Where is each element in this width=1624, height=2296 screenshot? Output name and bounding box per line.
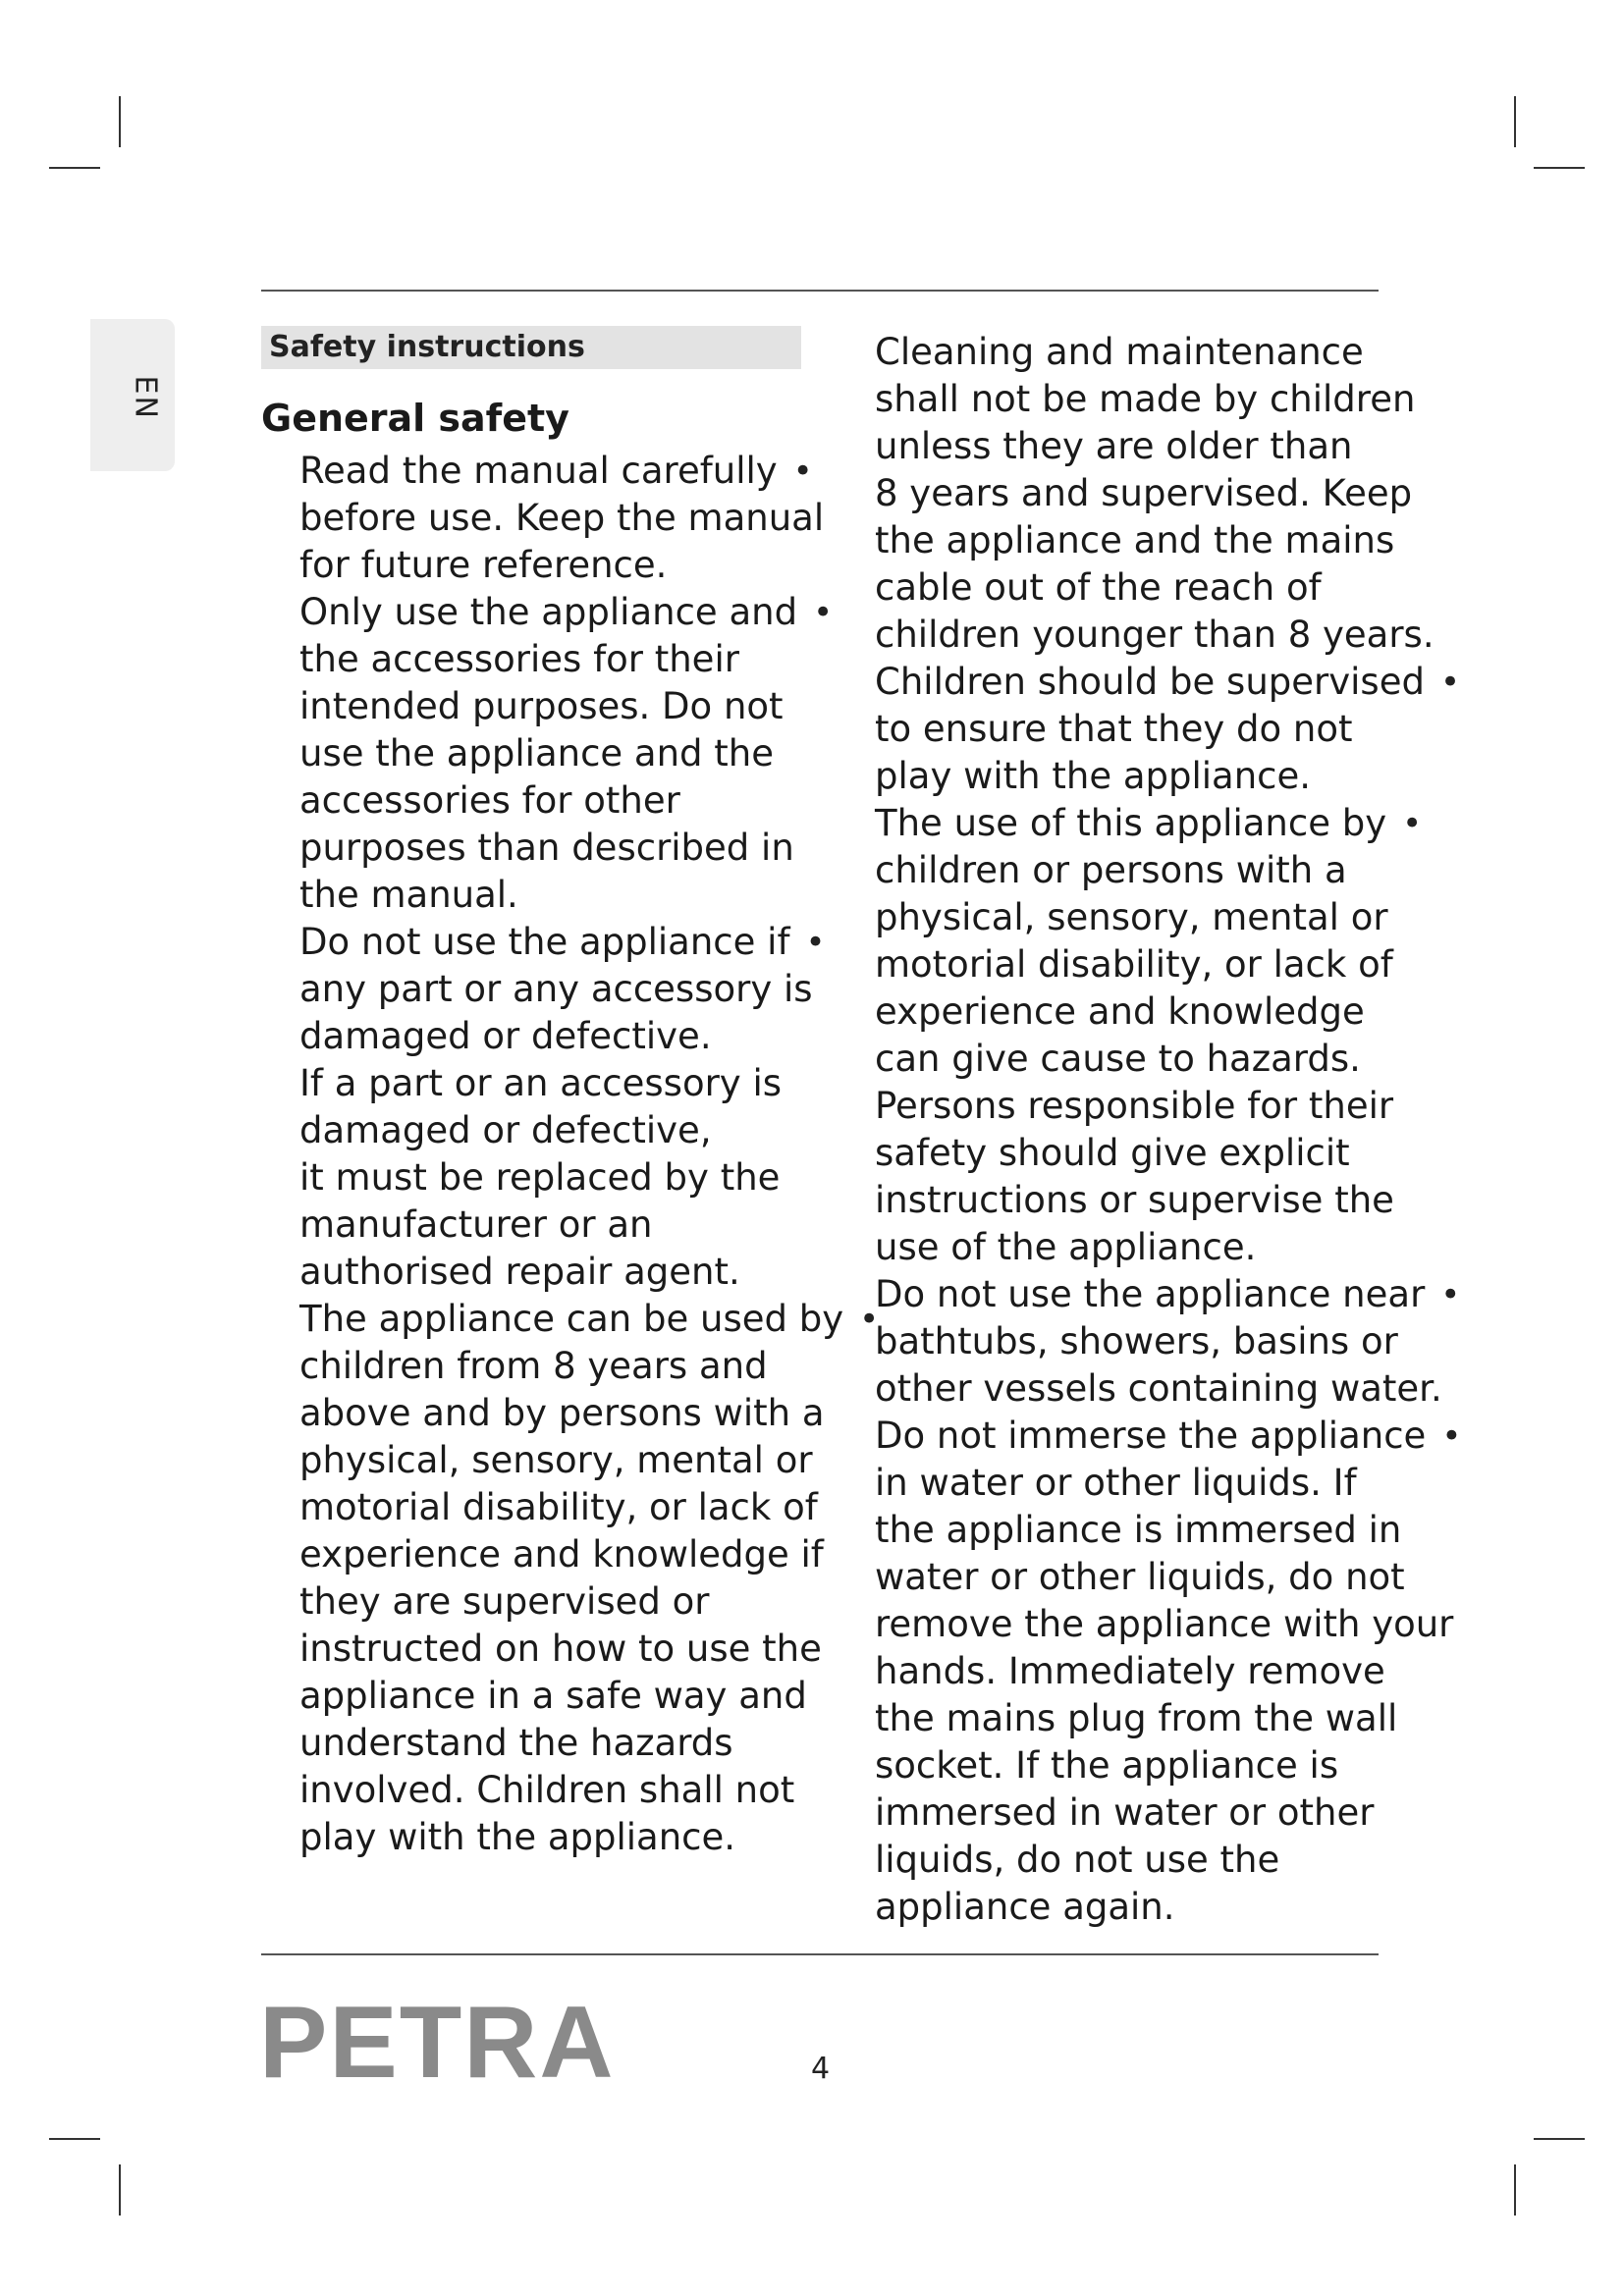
left-column [299, 448, 880, 1861]
text-line: damaged or defective. [299, 1015, 712, 1057]
text-line: physical, sensory, mental or [875, 896, 1388, 938]
text-line: instructions or supervise the [875, 1179, 1394, 1221]
text-line: children or persons with a [875, 849, 1347, 891]
crop-mark-bottom-right-v [1514, 2164, 1516, 2216]
text-line: 8 years and supervised. Keep [875, 472, 1413, 514]
crop-mark-bottom-right-h [1534, 2138, 1585, 2140]
text-line: appliance again. [875, 1886, 1175, 1928]
text-line: The use of this appliance by [875, 802, 1387, 844]
text-line: children younger than 8 years. [875, 614, 1435, 656]
text-line: Cleaning and maintenance [875, 331, 1364, 373]
petra-logo-graphic [259, 1999, 672, 2087]
page-number: 4 [811, 2052, 831, 2086]
text-line: If a part or an accessory is [299, 1062, 783, 1104]
crop-mark-top-left-v [119, 96, 121, 147]
bullet-icon: • [1441, 1416, 1462, 1456]
text-line: use the appliance and the [299, 732, 775, 774]
text-line: to ensure that they do not [875, 708, 1353, 750]
text-line: they are supervised or [299, 1580, 710, 1623]
crop-mark-top-right-v [1514, 96, 1516, 147]
text-line: shall not be made by children [875, 378, 1416, 420]
text-line: Do not use the appliance if [299, 921, 790, 963]
list-item [875, 1413, 1462, 1931]
text-line: experience and knowledge if [299, 1533, 824, 1575]
text-line: it must be replaced by the [299, 1156, 781, 1199]
text-line: Children should be supervised [875, 661, 1425, 703]
top-rule [261, 290, 1379, 292]
bullet-icon: • [805, 923, 826, 962]
text-line: experience and knowledge [875, 990, 1365, 1033]
text-line: for future reference. [299, 544, 668, 586]
section-header: Safety instructions [261, 326, 801, 369]
text-line: play with the appliance. [299, 1816, 736, 1858]
text-line: children from 8 years and [299, 1345, 768, 1387]
list-item [875, 659, 1461, 800]
logo-text: PETRA [259, 1999, 616, 2087]
bullet-icon: • [792, 452, 813, 491]
petra-logo [259, 1999, 672, 2091]
list-item [299, 1296, 880, 1861]
text-line: appliance in a safe way and [299, 1675, 807, 1717]
text-line: liquids, do not use the [875, 1839, 1280, 1881]
bullet-icon: • [813, 593, 834, 632]
text-line: the accessories for their [299, 638, 739, 680]
text-line: the manual. [299, 874, 518, 916]
text-line: Persons responsible for their [875, 1085, 1394, 1127]
text-line: cable out of the reach of [875, 566, 1322, 609]
text-line: above and by persons with a [299, 1392, 825, 1434]
text-line: bathtubs, showers, basins or [875, 1320, 1398, 1362]
crop-mark-top-right-h [1534, 167, 1585, 169]
language-tab-label: EN [128, 375, 163, 420]
text-line: intended purposes. Do not [299, 685, 784, 727]
text-line: remove the appliance with your [875, 1603, 1454, 1645]
list-item [875, 329, 1454, 659]
text-line: safety should give explicit [875, 1132, 1350, 1174]
crop-mark-bottom-left-h [49, 2138, 100, 2140]
text-line: instructed on how to use the [299, 1628, 822, 1670]
text-line: purposes than described in [299, 827, 794, 869]
text-line: socket. If the appliance is [875, 1744, 1339, 1787]
text-line: water or other liquids, do not [875, 1556, 1405, 1598]
text-line: unless they are older than [875, 425, 1353, 467]
page-subheading: General safety [261, 397, 569, 440]
text-line: manufacturer or an [299, 1203, 653, 1246]
text-line: damaged or defective, [299, 1109, 712, 1151]
text-line: Do not use the appliance near [875, 1273, 1426, 1315]
text-line: involved. Children shall not [299, 1769, 795, 1811]
list-item [299, 448, 825, 589]
text-line: can give cause to hazards. [875, 1038, 1361, 1080]
text-line: the appliance is immersed in [875, 1509, 1402, 1551]
bullet-icon: • [859, 1300, 880, 1339]
text-line: Read the manual carefully [299, 450, 778, 492]
text-line: hands. Immediately remove [875, 1650, 1385, 1692]
crop-mark-bottom-left-v [119, 2164, 121, 2216]
text-line: the mains plug from the wall [875, 1697, 1398, 1739]
text-line: any part or any accessory is [299, 968, 813, 1010]
text-line: play with the appliance. [875, 755, 1312, 797]
text-line: before use. Keep the manual [299, 497, 825, 539]
list-item [299, 919, 826, 1296]
text-line: authorised repair agent. [299, 1251, 740, 1293]
text-line: Only use the appliance and [299, 591, 798, 633]
bullet-icon: • [1440, 1275, 1461, 1314]
bottom-rule [261, 1953, 1379, 1955]
list-item [299, 589, 834, 919]
crop-mark-top-left-h [49, 167, 100, 169]
text-line: immersed in water or other [875, 1791, 1375, 1834]
text-line: physical, sensory, mental or [299, 1439, 813, 1481]
right-column [875, 329, 1462, 1931]
text-line: The appliance can be used by [299, 1298, 844, 1340]
bullet-icon: • [1439, 663, 1461, 702]
text-line: the appliance and the mains [875, 519, 1395, 561]
text-line: motorial disability, or lack of [875, 943, 1393, 986]
text-line: accessories for other [299, 779, 680, 822]
text-line: in water or other liquids. If [875, 1462, 1357, 1504]
list-item [875, 1271, 1461, 1413]
bullet-icon: • [1402, 804, 1423, 843]
text-line: other vessels containing water. [875, 1367, 1442, 1410]
text-line: Do not immerse the appliance [875, 1415, 1427, 1457]
text-line: understand the hazards [299, 1722, 733, 1764]
list-item [875, 800, 1454, 1271]
text-line: motorial disability, or lack of [299, 1486, 818, 1528]
text-line: use of the appliance. [875, 1226, 1257, 1268]
